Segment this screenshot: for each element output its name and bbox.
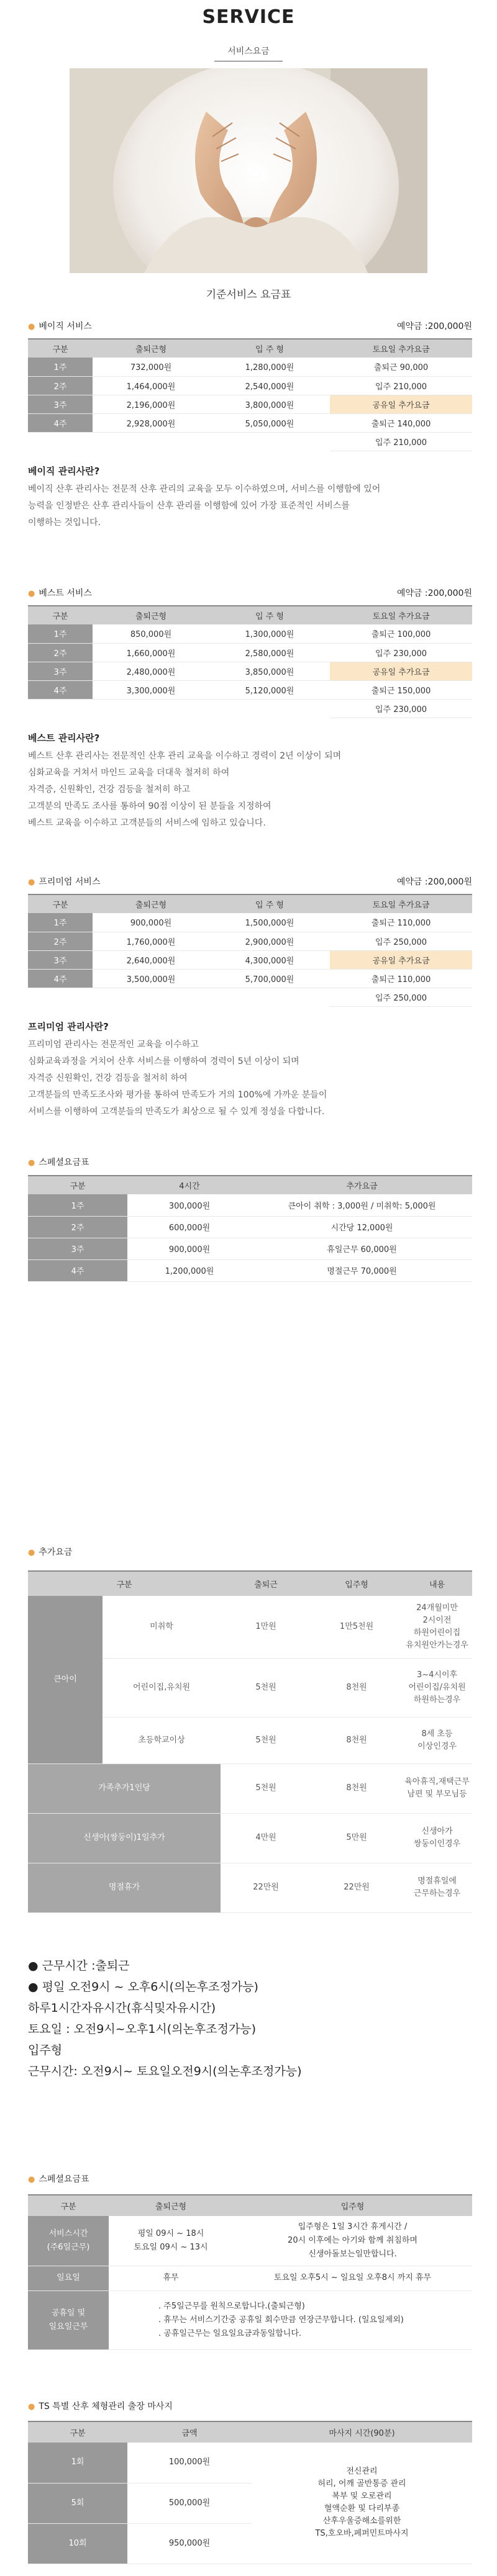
page-title: SERVICE [202,6,295,28]
desc-line: 심화교육을 거쳐서 마인드 교육을 더대욱 철저히 하여 [28,768,230,778]
desc-line: 베스트 교육을 이수하고 고객분들의 서비스에 임하고 있습니다. [28,818,266,828]
table-header-row [28,2421,472,2443]
table-row [28,358,472,376]
week-cell: 1주 [28,358,93,376]
working-hours-info [28,1955,472,2082]
column-header-commute: 출퇴근형 [93,894,209,913]
week-cell: 2주 [28,376,93,395]
premium-desc-body [28,1037,472,1120]
commute-price: 900,000원 [93,913,209,932]
live-in-charge: 22만원 [311,1863,402,1912]
saturday-extra: 출퇴근 110,000 [330,969,472,988]
bullet-icon: ● [28,322,35,331]
bullet-icon: ● [28,2402,35,2412]
table-row [28,1238,472,1259]
session-count: 10회 [28,2523,127,2564]
column-header-live-in: 입 주 형 [209,606,330,624]
commute-price: 2,928,000원 [93,413,209,432]
hours-line: 입주형 [28,2043,63,2057]
group-label: 큰아이 [28,1596,103,1763]
extra-section-header [28,1546,72,1558]
live-in-price: 4,300,000원 [209,950,330,969]
special-extra: 큰아이 취학 : 3,000원 / 미취학: 5,000원 [252,1194,472,1216]
week-cell: 3주 [28,950,93,969]
live-in-price: 1,280,000원 [209,358,330,376]
table-row [28,932,472,950]
week-cell: 2주 [28,643,93,662]
worktime-section-title: 스페셜요금표 [39,2174,89,2184]
live-in-price: 3,800,000원 [209,395,330,413]
week-cell: 4주 [28,969,93,988]
extra-section-title: 추가요금 [39,1547,73,1557]
basic-desc-body [28,481,472,531]
row-label: 서비스시간 (주6일근무) [28,2216,109,2266]
session-price: 100,000원 [127,2443,252,2483]
live-in-charge: 8천원 [311,1763,402,1813]
desc-line: 자격증 신원확인, 건강 검등을 철저히 하여 [28,1073,188,1083]
table-row [28,662,472,680]
saturday-extra: 출퇴근 110,000 [330,913,472,932]
commute-hours: 평일 09시 ~ 18시 토요일 09시 ~ 13시 [109,2216,233,2266]
table-row [28,913,472,932]
special-price: 1,200,000원 [127,1259,252,1281]
special-extra: 휴일근무 60,000원 [252,1238,472,1259]
table-row [28,2216,472,2266]
commute-price: 3,500,000원 [93,969,209,988]
hours-line: ● 평일 오전9시 ~ 오후6시(의논후조정가능) [28,1980,258,1994]
special-extra: 명절근무 70,000원 [252,1259,472,1281]
holiday-extra-live-in: 입주 210,000 [330,432,472,451]
basic-deposit: 예약금 :200,000원 [396,322,472,331]
premium-section-title: 프리미엄 서비스 [39,877,101,887]
desc-line: 프리미엄 관리사는 전문적인 교육을 이수하고 [28,1040,199,1050]
table-row [28,376,472,395]
live-in-price: 2,580,000원 [209,643,330,662]
table-row [28,1194,472,1216]
table-row [28,1216,472,1238]
column-header-week: 구분 [28,339,93,358]
sub-label: 초등학교이상 [103,1717,221,1763]
basic-section-title: 베이직 서비스 [39,322,92,331]
column-header-week: 구분 [28,894,93,913]
live-in-charge: 1만5천원 [311,1596,402,1658]
premium-deposit: 예약금 :200,000원 [396,877,472,887]
table-row [28,2443,472,2483]
commute-charge: 5천원 [221,1658,311,1717]
ts-section-title: TS 특별 산후 체형관리 출장 마사지 [39,2402,173,2412]
table-header-row [28,606,472,624]
desc-line: 능력을 인정받은 산후 관리사들이 산후 관리를 이행함에 있어 가장 표준적인 서비스를 [28,501,350,511]
live-in-price: 3,850,000원 [209,662,330,680]
table-row [28,969,472,988]
page-subtitle: 서비스요금 [227,47,270,56]
worktime-section-header [28,2173,89,2185]
row-label: 일요일 [28,2266,109,2290]
row-label: 명절휴가 [28,1863,221,1912]
saturday-extra: 입주 250,000 [330,932,472,950]
live-in-price: 5,700,000원 [209,969,330,988]
column-header: 마사지 시간(90분) [252,2421,472,2443]
table-row [28,1763,472,1813]
table-row [28,2290,472,2349]
commute-charge: 1만원 [221,1596,311,1658]
week-cell: 3주 [28,395,93,413]
desc-line: 자격증, 신원확인, 건강 검등을 철저히 하고 [28,785,191,795]
best-desc-body [28,748,472,832]
commute-price: 1,464,000원 [93,376,209,395]
sub-label: 미취학 [103,1596,221,1658]
table-header-row [28,894,472,913]
row-label: 가족추가1인당 [28,1763,221,1813]
saturday-extra: 출퇴근 140,000 [330,413,472,432]
best-deposit: 예약금 :200,000원 [396,588,472,598]
commute-price: 732,000원 [93,358,209,376]
premium-section-header [28,875,472,894]
worktime-table [28,2194,472,2350]
table-row [28,1596,472,1658]
special-extra: 시간당 12,000원 [252,1216,472,1238]
commute-price: 1,760,000원 [93,932,209,950]
charge-note: 8세 초등 이상인경우 [402,1717,472,1763]
column-header: 추가요금 [252,1176,472,1194]
ts-section-header [28,2400,173,2412]
table-row [28,988,472,1006]
charge-note: 3~4시이후 어린이집/유치원 하원하는경우 [402,1658,472,1717]
column-header-saturday: 토요일 추가요금 [330,894,472,913]
desc-line: 베이직 산후 관리사는 전문적 산후 관리의 교육을 모두 이수하였으며, 서비스를 이행함에 있어 [28,484,381,494]
special-price: 300,000원 [127,1194,252,1216]
session-price: 950,000원 [127,2523,252,2564]
bullet-icon: ● [28,589,35,598]
live-in-price: 2,900,000원 [209,932,330,950]
sub-label: 어린이집,유치원 [103,1658,221,1717]
table-header-row [28,1571,472,1596]
charge-note: 24개월미만 2시이전 하원어린이집 유치원안가는경우 [402,1596,472,1658]
commute-charge: 5천원 [221,1717,311,1763]
hours-line: 하루1시간자유시간(휴식및자유시간) [28,2001,216,2015]
extra-charges-table [28,1570,472,1913]
column-header: 출퇴근 [221,1571,311,1596]
live-in-price: 1,500,000원 [209,913,330,932]
commute-price: 2,196,000원 [93,395,209,413]
column-header-saturday: 토요일 추가요금 [330,339,472,358]
column-header-commute: 출퇴근형 [93,339,209,358]
column-header: 구분 [28,1176,127,1194]
live-in-price: 1,300,000원 [209,624,330,643]
best-desc-title: 베스트 관리사란? [28,732,100,744]
basic-section-header [28,320,472,338]
special-section-header [28,1156,89,1168]
table-row [28,2266,472,2290]
bullet-icon: ● [28,1548,35,1557]
table-header-row [28,1176,472,1194]
column-header: 4시간 [127,1176,252,1194]
week-cell: 2주 [28,932,93,950]
special-price: 900,000원 [127,1238,252,1259]
hours-line: 근무시간: 오전9시~ 토요일오전9시(의논후조정가능) [28,2065,302,2078]
session-count: 1회 [28,2443,127,2483]
bullet-icon: ● [28,1158,35,1168]
best-section-header [28,587,472,605]
week-cell: 4주 [28,680,93,699]
row-label: 신생아(쌍둥이)1일추가 [28,1813,221,1863]
table-row [28,432,472,451]
premium-price-table [28,894,472,1007]
saturday-extra: 입주 230,000 [330,643,472,662]
holiday-extra-live-in: 입주 250,000 [330,988,472,1006]
table-row [28,950,472,969]
column-header: 내용 [402,1571,472,1596]
live-in-price: 2,540,000원 [209,376,330,395]
column-header-live-in: 입 주 형 [209,894,330,913]
week-cell: 3주 [28,1238,127,1259]
column-header: 구분 [28,2195,109,2216]
table-row [28,699,472,718]
table-row [28,643,472,662]
week-cell: 2주 [28,1216,127,1238]
commute-charge: 5천원 [221,1763,311,1813]
holiday-notes: . 주5일근무를 원칙으로합니다.(출퇴근형) . 휴무는 서비스기간중 공휴일 회수만큼 연장근무합니다. (일요일제외) . 공휴일근무는 일요일요금과동일합니다. [109,2290,472,2349]
commute-price: 2,640,000원 [93,950,209,969]
week-cell: 1주 [28,624,93,643]
column-header: 금액 [127,2421,252,2443]
ts-massage-table [28,2421,472,2564]
table-row [28,395,472,413]
column-header-saturday: 토요일 추가요금 [330,606,472,624]
hero-pregnancy-image [70,68,427,273]
table-row [28,680,472,699]
desc-line: 서비스를 이행하여 고객분들의 만족도가 최상으로 될 수 있게 정성을 다합니다. [28,1107,325,1117]
desc-line: 이행하는 것입니다. [28,518,101,528]
live-in-charge: 8천원 [311,1658,402,1717]
holiday-extra-label: 공유일 추가요금 [330,662,472,680]
live-in-charge: 8천원 [311,1717,402,1763]
week-cell: 3주 [28,662,93,680]
basic-price-table [28,338,472,451]
session-price: 500,000원 [127,2483,252,2523]
best-section-title: 베스트 서비스 [39,588,92,598]
week-cell: 4주 [28,1259,127,1281]
premium-desc-title: 프리미엄 관리사란? [28,1021,109,1032]
column-header: 구분 [28,1571,221,1596]
special-section-title: 스페셜요금표 [39,1158,89,1168]
saturday-extra: 출퇴근 90,000 [330,358,472,376]
commute-charge: 22만원 [221,1863,311,1912]
table-row [28,1259,472,1281]
live-in-price: 5,120,000원 [209,680,330,699]
session-count: 5회 [28,2483,127,2523]
commute-price: 2,480,000원 [93,662,209,680]
special-price-table [28,1175,472,1282]
live-in-hours: 입주형은 1일 3시간 휴게시간 / 20시 이후에는 아기와 함께 취침하며 신생아돌보는일만합니다. [233,2216,472,2266]
live-in-hours: 토요일 오후5시 ~ 일요일 오후8시 까지 휴무 [233,2266,472,2290]
basic-desc-title: 베이직 관리사란? [28,466,100,477]
best-price-table [28,605,472,718]
hours-line: ● 근무시간 :출퇴근 [28,1959,130,1973]
commute-charge: 4만원 [221,1813,311,1863]
saturday-extra: 출퇴근 100,000 [330,624,472,643]
table-row [28,624,472,643]
column-header-live-in: 입 주 형 [209,339,330,358]
massage-notes: 전신관리 허리, 어깨 골반통증 관리 복부 및 오로관리 혈액순환 및 다리부종 산후우울증해소를위한 TS,호오바,페퍼민트마사지 [252,2443,472,2564]
table-header-row [28,2195,472,2216]
row-label: 공휴일 및 일요일근무 [28,2290,109,2349]
column-header: 출퇴근형 [109,2195,233,2216]
holiday-extra-live-in: 입주 230,000 [330,699,472,718]
live-in-charge: 5만원 [311,1813,402,1863]
bullet-icon: ● [28,878,35,887]
desc-line: 심화교육과정을 거치어 산후 서비스를 이행하여 경력이 5년 이상이 되며 [28,1056,299,1066]
column-header-commute: 출퇴근형 [93,606,209,624]
holiday-extra-label: 공유일 추가요금 [330,395,472,413]
table-header-row [28,339,472,358]
week-cell: 4주 [28,413,93,432]
commute-price: 3,300,000원 [93,680,209,699]
saturday-extra: 입주 210,000 [330,376,472,395]
week-cell: 1주 [28,913,93,932]
column-header: 입주형 [311,1571,402,1596]
column-header: 구분 [28,2421,127,2443]
commute-price: 850,000원 [93,624,209,643]
tariff-heading: 기준서비스 요금표 [206,289,291,301]
desc-line: 고객분들의 만족도조사와 평가를 통하여 만족도가 거의 100%에 가까운 분들이 [28,1090,327,1100]
column-header-week: 구분 [28,606,93,624]
desc-line: 베스트 산후 관리사는 전문적인 산후 관리 교육을 이수하고 경력이 2년 이상이 되며 [28,751,342,761]
week-cell: 1주 [28,1194,127,1216]
table-row [28,1863,472,1912]
table-row [28,413,472,432]
hours-line: 토요일 : 오전9시~오후1시(의논후조정가능) [28,2022,257,2036]
bullet-icon: ● [28,2175,35,2184]
live-in-price: 5,050,000원 [209,413,330,432]
charge-note: 육아휴직,재택근무 남편 및 부모님등 [402,1763,472,1813]
column-header: 입주형 [233,2195,472,2216]
charge-note: 신생아가 쌍둥이인경우 [402,1813,472,1863]
table-row [28,1813,472,1863]
desc-line: 고객분의 만족도 조사를 통하여 90점 이상이 된 분들을 지정하여 [28,801,271,811]
saturday-extra: 출퇴근 150,000 [330,680,472,699]
commute-price: 1,660,000원 [93,643,209,662]
special-price: 600,000원 [127,1216,252,1238]
holiday-extra-label: 공유일 추가요금 [330,950,472,969]
commute-hours: 휴무 [109,2266,233,2290]
charge-note: 명절휴일에 근무하는경우 [402,1863,472,1912]
